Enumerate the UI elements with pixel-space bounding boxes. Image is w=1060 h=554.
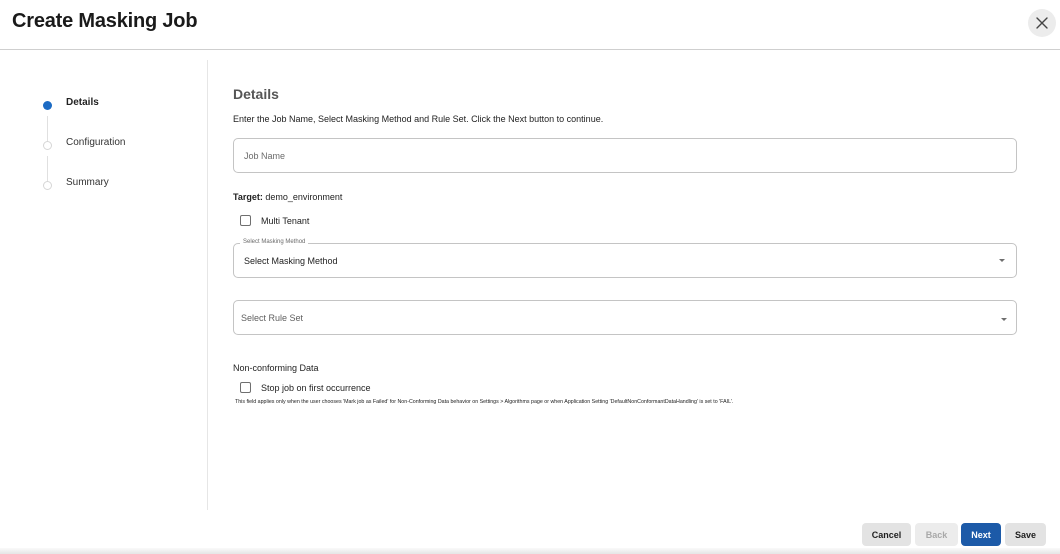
step-summary[interactable] <box>0 175 200 195</box>
target-info <box>233 192 342 202</box>
masking-method-select[interactable] <box>233 239 1017 278</box>
step-label: Summary <box>66 177 109 188</box>
step-configuration[interactable] <box>0 135 200 155</box>
step-details[interactable] <box>0 95 200 115</box>
target-value: demo_environment <box>265 192 343 202</box>
dialog-title: Create Masking Job <box>12 10 198 32</box>
masking-method-legend: Select Masking Method <box>240 239 308 245</box>
footer-shadow <box>0 548 1060 554</box>
step-navigator <box>0 60 208 510</box>
multi-tenant-checkbox[interactable] <box>240 215 251 226</box>
save-button[interactable]: Save <box>1005 523 1046 546</box>
non-conforming-title: Non-conforming Data <box>233 363 319 373</box>
close-icon <box>1036 17 1048 29</box>
stop-job-checkbox[interactable] <box>240 382 251 393</box>
dialog-header <box>0 0 1060 50</box>
step-label: Details <box>66 97 99 108</box>
cancel-button[interactable]: Cancel <box>862 523 911 546</box>
back-button[interactable]: Back <box>915 523 958 546</box>
step-label: Configuration <box>66 137 126 148</box>
target-label: Target: <box>233 192 263 202</box>
multi-tenant-label: Multi Tenant <box>261 216 310 226</box>
chevron-down-icon <box>1001 318 1007 321</box>
step-indicator-icon <box>43 181 52 190</box>
stop-job-label: Stop job on first occurrence <box>261 383 371 393</box>
rule-set-placeholder: Select Rule Set <box>241 313 304 323</box>
step-indicator-icon <box>43 101 52 110</box>
non-conforming-note: This field applies only when the user chooses 'Mark job as Failed' for Non-Conforming Data behavior on Settings > Algorithms page or when Application Setting 'DefaultNonConformantDataHandling' is set to 'FAIL'. <box>235 399 734 405</box>
close-button[interactable] <box>1028 9 1056 37</box>
chevron-down-icon <box>999 259 1005 262</box>
next-button[interactable]: Next <box>961 523 1001 546</box>
instructions-text: Enter the Job Name, Select Masking Method and Rule Set. Click the Next button to continue. <box>233 114 604 124</box>
section-title: Details <box>233 86 279 102</box>
rule-set-select[interactable] <box>233 300 1017 335</box>
job-name-input[interactable] <box>233 138 1017 173</box>
step-indicator-icon <box>43 141 52 150</box>
masking-method-value: Select Masking Method <box>244 256 338 266</box>
